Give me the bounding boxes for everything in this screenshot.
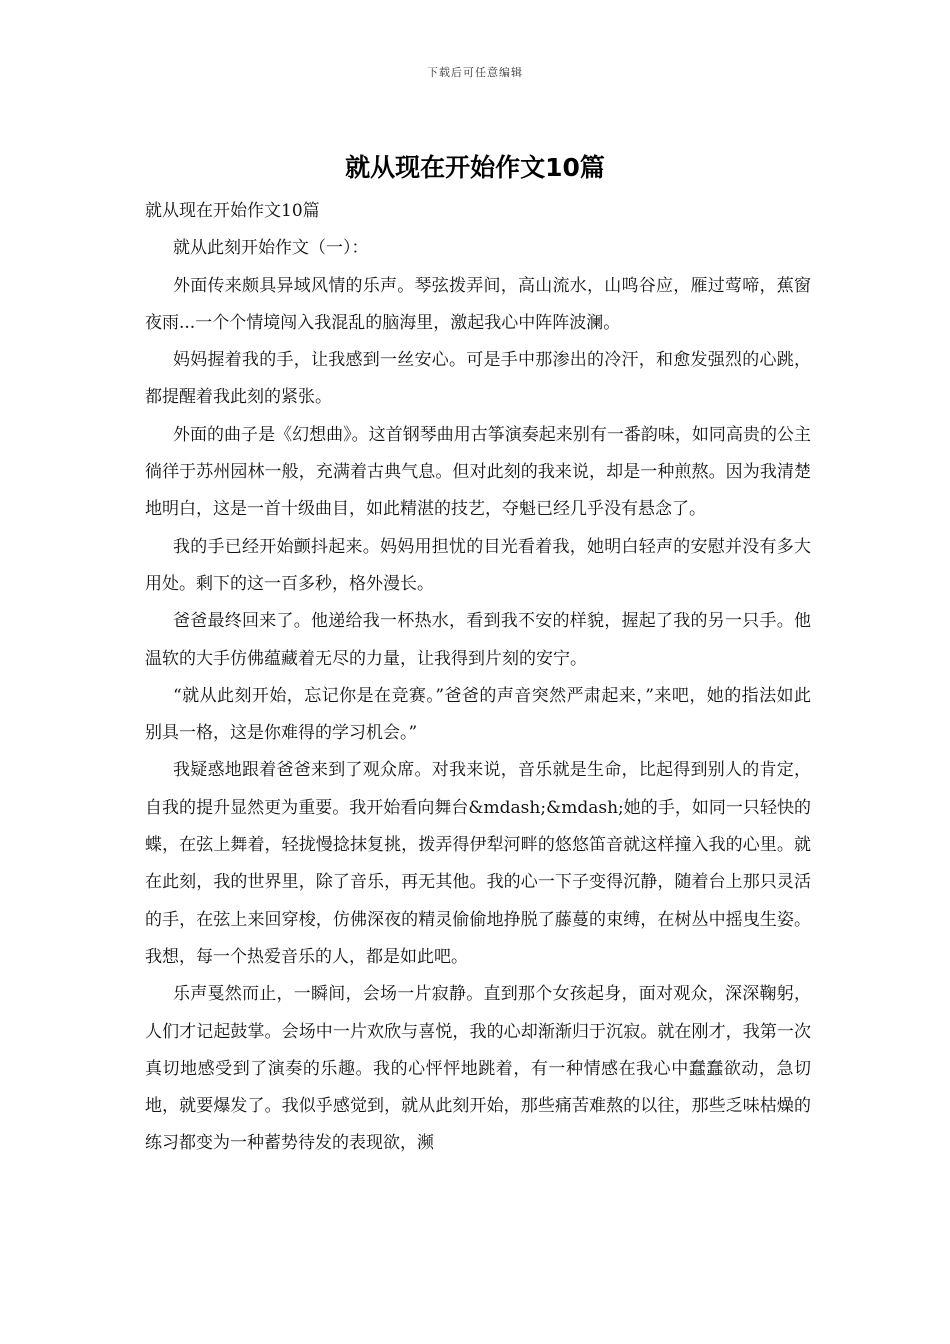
paragraph: 乐声戛然而止，一瞬间，会场一片寂静。直到那个女孩起身，面对观众，深深鞠躬，人们才记起鼓掌。会场中一片欢欣与喜悦，我的心却渐渐归于沉寂。就在刚才，我第一次真切地感受到了演奏的乐趣。我的心怦怦地跳着，有一种情感在我心中蠢蠢欲动，急切地，就要爆发了。我似乎感觉到，就从此刻开始，那些痛苦难熬的以往，那些乏味枯燥的练习都变为一种蓄势待发的表现欲，濒 <box>145 984 811 1154</box>
document-title: 就从现在开始作文10篇 <box>345 153 605 182</box>
subtitle-line: 就从现在开始作文10篇 <box>145 201 320 221</box>
paragraph: 我的手已经开始颤抖起来。妈妈用担忧的目光看着我，她明白轻声的安慰并没有多大用处。剩下的这一百多秒，格外漫长。 <box>145 536 811 594</box>
paragraph: “就从此刻开始，忘记你是在竞赛。”爸爸的声音突然严肃起来，”来吧，她的指法如此别具一格，这是你难得的学习机会。” <box>145 685 811 744</box>
paragraph: 爸爸最终回来了。他递给我一杯热水，看到我不安的样貌，握起了我的另一只手。他温软的大手仿佛蕴藏着无尽的力量，让我得到片刻的安宁。 <box>145 611 811 669</box>
paragraph: 妈妈握着我的手，让我感到一丝安心。可是手中那渗出的冷汗，和愈发强烈的心跳，都提醒着我此刻的紧张。 <box>145 350 811 408</box>
section-heading: 就从此刻开始作文（一）： <box>173 238 369 259</box>
paragraph: 外面的曲子是《幻想曲》。这首钢琴曲用古筝演奏起来别有一番韵味，如同高贵的公主徜徉于苏州园林一般，充满着古典气息。但对此刻的我来说，却是一种煎熬。因为我清楚地明白，这是一首十级曲目，如此精湛的技艺，夺魁已经几乎没有悬念了。 <box>145 424 811 520</box>
header-note: 下载后可任意编辑 <box>427 66 523 79</box>
document-body <box>145 193 811 1163</box>
paragraph: 我疑惑地跟着爸爸来到了观众席。对我来说，音乐就是生命，比起得到别人的肯定，自我的提升显然更为重要。我开始看向舞台&mdash;&mdash;她的手，如同一只轻快的蝶，在弦上舞着，轻拢慢捻抹复挑，拨弄得伊犁河畔的悠悠笛音就这样撞入我的心里。就在此刻，我的世界里，除了音乐，再无其他。我的心一下子变得沉静，随着台上那只灵活的手，在弦上来回穿梭，仿佛深夜的精灵偷偷地挣脱了藤蔓的束缚，在树丛中摇曳生姿。我想，每一个热爱音乐的人，都是如此吧。 <box>145 760 811 967</box>
paragraph: 外面传来颇具异域风情的乐声。琴弦拨弄间，高山流水，山鸣谷应，雁过莺啼，蕉窗夜雨...一个个情境闯入我混乱的脑海里，激起我心中阵阵波澜。 <box>145 275 811 333</box>
